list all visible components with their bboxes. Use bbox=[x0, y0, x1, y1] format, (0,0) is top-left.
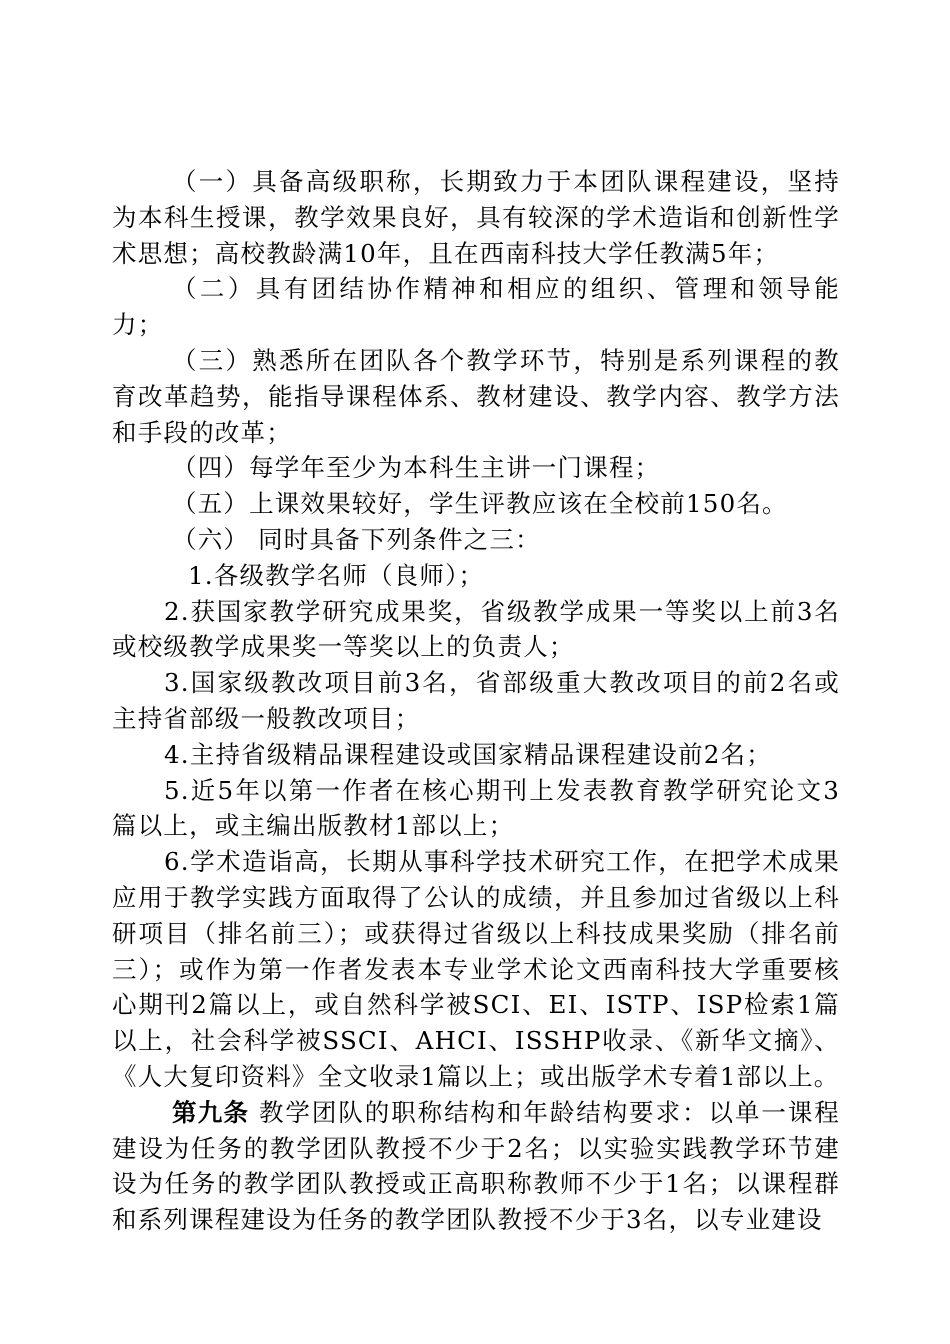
condition-4: 4.主持省级精品课程建设或国家精品课程建设前2名； bbox=[164, 739, 772, 769]
condition-1: 1.各级教学名师（良师）； bbox=[188, 560, 485, 590]
document-page bbox=[112, 164, 840, 1238]
condition-5: 5.近5年以第一作者在核心期刊上发表教育教学研究论文3篇以上，或主编出版教材1部以上； bbox=[112, 775, 840, 841]
requirement-2: （二）具有团结协作精神和相应的组织、管理和领导能力； bbox=[112, 274, 840, 340]
condition-2: 2.获国家教学研究成果奖，省级教学成果一等奖以上前3名或校级教学成果奖一等奖以上的负责人； bbox=[112, 596, 840, 662]
requirement-3: （三）熟悉所在团队各个教学环节，特别是系列课程的教育改革趋势，能指导课程体系、教材建设、教学内容、教学方法和手段的改革； bbox=[112, 345, 840, 447]
requirement-6: （六） 同时具备下列条件之三： bbox=[172, 524, 541, 554]
requirement-4: （四）每学年至少为本科生主讲一门课程； bbox=[172, 453, 661, 483]
condition-6: 6.学术造诣高，长期从事科学技术研究工作，在把学术成果应用于教学实践方面取得了公认的成绩，并且参加过省级以上科研项目（排名前三）；或获得过省级以上科技成果奖励（排名前三）；或作为第一作者发表本专业学术论文西南科技大学重要核心期刊2篇以上，或自然科学被SCI、EI、ISTP、ISP检索1篇以上，社会科学被SSCI、AHCI、ISSHP收录、《新华文摘》、《人大复印资料》全文收录1篇以上；或出版学术专着1部以上。 bbox=[112, 847, 840, 1091]
article-9 bbox=[112, 1095, 840, 1238]
requirement-1: （一）具备高级职称，长期致力于本团队课程建设，坚持为本科生授课，教学效果良好，具有较深的学术造诣和创新性学术思想；高校教龄满10年，且在西南科技大学任教满5年； bbox=[112, 167, 840, 268]
article-9-body: 教学团队的职称结构和年龄结构要求：以单一课程建设为任务的教学团队教授不少于2名；以实验实践教学环节建设为任务的教学团队教授或正高职称教师不少于1名；以课程群和系列课程建设为任务的教学团队教授不少于3名，以专业建设 bbox=[112, 1097, 840, 1235]
requirement-5: （五）上课效果较好，学生评教应该在全校前150名。 bbox=[172, 489, 788, 519]
condition-3: 3.国家级教改项目前3名，省部级重大教改项目的前2名或主持省部级一般教改项目； bbox=[112, 668, 840, 733]
article-9-heading: 第九条 bbox=[172, 1097, 250, 1127]
